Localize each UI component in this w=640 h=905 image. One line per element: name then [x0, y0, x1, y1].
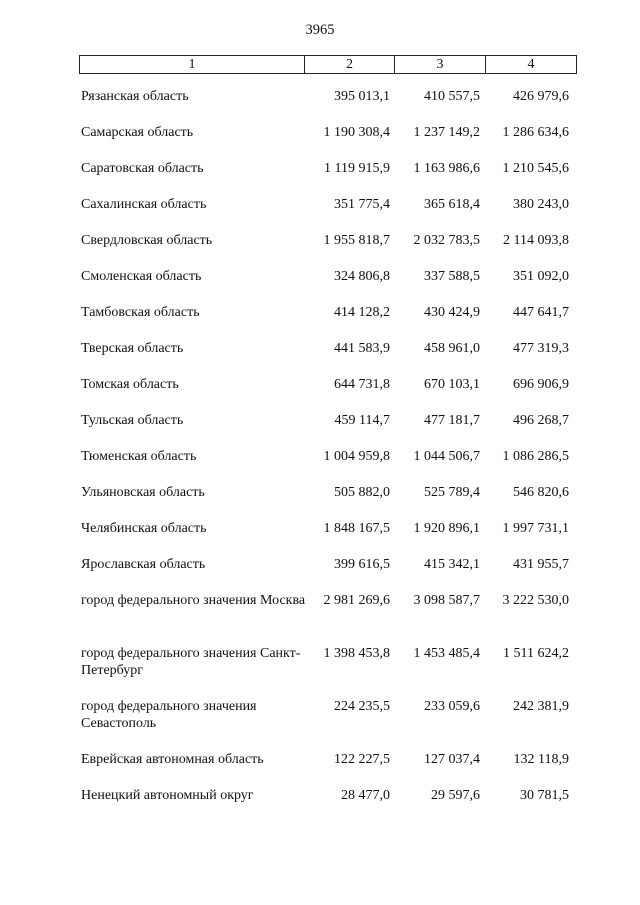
region-name: Тамбовская область	[81, 305, 200, 320]
value-col-2: 1 119 915,9	[324, 161, 390, 176]
region-name: Ульяновская область	[81, 485, 205, 500]
value-col-2: 441 583,9	[334, 341, 390, 356]
value-col-2: 1 004 959,8	[323, 449, 390, 464]
value-col-2: 644 731,8	[334, 377, 390, 392]
value-col-3: 1 453 485,4	[413, 646, 480, 661]
value-col-4: 3 222 530,0	[502, 593, 569, 608]
region-name: Тверская область	[81, 341, 184, 356]
value-col-4: 1 511 624,2	[503, 646, 569, 661]
value-col-4: 1 286 634,6	[502, 125, 569, 140]
value-col-4: 426 979,6	[513, 89, 569, 104]
value-col-2: 351 775,4	[334, 197, 390, 212]
value-col-4: 2 114 093,8	[503, 233, 569, 248]
value-col-3: 670 103,1	[424, 377, 480, 392]
value-col-3: 1 920 896,1	[413, 521, 480, 536]
value-col-3: 3 098 587,7	[413, 593, 480, 608]
value-col-4: 351 092,0	[513, 269, 569, 284]
value-col-2: 395 013,1	[334, 89, 390, 104]
value-col-4: 1 997 731,1	[502, 521, 569, 536]
column-header-4: 4	[486, 56, 577, 74]
region-name: Сахалинская область	[81, 197, 207, 212]
value-col-2: 1 955 818,7	[323, 233, 390, 248]
value-col-4: 447 641,7	[513, 305, 569, 320]
value-col-2: 505 882,0	[334, 485, 390, 500]
value-col-4: 1 210 545,6	[502, 161, 569, 176]
region-name: Тульская область	[81, 413, 184, 428]
value-col-2: 1 398 453,8	[323, 646, 390, 661]
region-name: Смоленская область	[81, 269, 202, 284]
value-col-2: 1 190 308,4	[323, 125, 390, 140]
region-name: город федерального значения Москва	[81, 593, 306, 608]
value-col-2: 414 128,2	[334, 305, 390, 320]
value-col-4: 132 118,9	[513, 752, 569, 767]
value-col-4: 1 086 286,5	[502, 449, 569, 464]
region-name: Ярославская область	[81, 557, 206, 572]
region-name: Самарская область	[81, 125, 194, 140]
value-col-3: 337 588,5	[424, 269, 480, 284]
value-col-4: 546 820,6	[513, 485, 569, 500]
value-col-3: 127 037,4	[424, 752, 480, 767]
value-col-3: 525 789,4	[424, 485, 480, 500]
value-col-4: 477 319,3	[513, 341, 569, 356]
value-col-3: 1 237 149,2	[413, 125, 480, 140]
column-header-row	[80, 56, 577, 74]
value-col-3: 2 032 783,5	[413, 233, 480, 248]
region-name: Ненецкий автономный округ	[81, 788, 254, 803]
region-name: город федерального значения Санкт-Петербург	[81, 646, 301, 678]
value-col-2: 28 477,0	[341, 788, 390, 803]
value-col-3: 410 557,5	[424, 89, 480, 104]
region-name: Челябинская область	[81, 521, 207, 536]
region-name: Томская область	[81, 377, 179, 392]
region-name: Рязанская область	[81, 89, 189, 104]
value-col-3: 29 597,6	[431, 788, 480, 803]
value-col-2: 399 616,5	[334, 557, 390, 572]
value-col-4: 380 243,0	[513, 197, 569, 212]
value-col-4: 30 781,5	[520, 788, 569, 803]
value-col-2: 1 848 167,5	[323, 521, 390, 536]
value-col-3: 415 342,1	[424, 557, 480, 572]
column-header-table	[79, 55, 577, 74]
value-col-2: 2 981 269,6	[323, 593, 390, 608]
value-col-3: 233 059,6	[424, 699, 480, 714]
value-col-3: 1 163 986,6	[413, 161, 480, 176]
value-col-2: 324 806,8	[334, 269, 390, 284]
value-col-2: 459 114,7	[334, 413, 390, 428]
value-col-3: 1 044 506,7	[413, 449, 480, 464]
region-name: город федерального значения Севастополь	[81, 699, 257, 731]
value-col-4: 496 268,7	[513, 413, 569, 428]
page-number: 3965	[305, 22, 335, 38]
value-col-2: 224 235,5	[334, 699, 390, 714]
value-col-3: 477 181,7	[424, 413, 480, 428]
column-header-2: 2	[305, 56, 395, 74]
value-col-3: 430 424,9	[424, 305, 480, 320]
column-header-1: 1	[80, 56, 305, 74]
value-col-4: 696 906,9	[513, 377, 569, 392]
value-col-3: 365 618,4	[424, 197, 480, 212]
value-col-3: 458 961,0	[424, 341, 480, 356]
region-name: Тюменская область	[81, 449, 197, 464]
region-name: Свердловская область	[81, 233, 213, 248]
region-name: Саратовская область	[81, 161, 204, 176]
region-name: Еврейская автономная область	[81, 752, 264, 767]
value-col-4: 242 381,9	[513, 699, 569, 714]
value-col-2: 122 227,5	[334, 752, 390, 767]
value-col-4: 431 955,7	[513, 557, 569, 572]
column-header-3: 3	[395, 56, 486, 74]
